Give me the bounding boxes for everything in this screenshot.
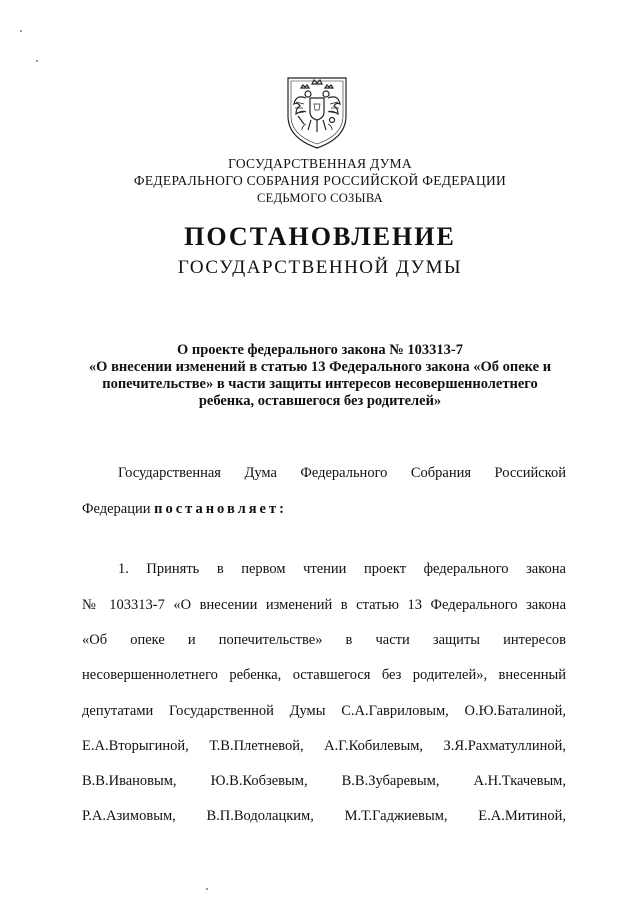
preamble-line-2	[82, 500, 566, 518]
paragraph-1-line: «Об опеке и попечительстве» в части защиты интересов	[82, 632, 566, 648]
coat-of-arms-icon	[284, 72, 350, 150]
issuer-convocation: СЕДЬМОГО СОЗЫВА	[257, 191, 383, 205]
scan-speck	[36, 60, 38, 62]
paragraph-1-line: депутатами Государственной Думы С.А.Гавриловым, О.Ю.Баталиной,	[82, 703, 566, 719]
scan-speck	[20, 30, 22, 32]
issuer-line-1: ГОСУДАРСТВЕННАЯ ДУМА	[228, 156, 412, 171]
document-title: ПОСТАНОВЛЕНИЕ	[184, 222, 456, 251]
paragraph-1-line: Е.А.Вторыгиной, Т.В.Плетневой, А.Г.Кобилевым, З.Я.Рахматуллиной,	[82, 738, 566, 754]
preamble-resolves: постановляет:	[154, 501, 287, 517]
paragraph-1-line: несовершеннолетнего ребенка, оставшегося без родителей», внесенный	[82, 667, 566, 683]
scan-speck	[206, 888, 208, 890]
paragraph-1-line: В.В.Ивановым, Ю.В.Кобзевым, В.В.Зубаревым, А.Н.Ткачевым,	[82, 773, 566, 789]
issuer-line-2: ФЕДЕРАЛЬНОГО СОБРАНИЯ РОССИЙСКОЙ ФЕДЕРАЦИИ	[133, 173, 507, 188]
preamble-line-1: Государственная Дума Федерального Собрания Российской	[118, 465, 566, 481]
subject-line-1: О проекте федерального закона № 103313-7	[176, 342, 464, 358]
paragraph-1-line: Р.А.Азимовым, В.П.Водолацким, М.Т.Гаджиевым, Е.А.Митиной,	[82, 808, 566, 824]
subject-line-3: попечительстве» в части защиты интересов несовершеннолетнего	[102, 376, 538, 392]
subject-line-2: «О внесении изменений в статью 13 Федерального закона «Об опеке и	[88, 359, 552, 375]
document-subtitle: ГОСУДАРСТВЕННОЙ ДУМЫ	[177, 257, 463, 278]
document-subject	[0, 342, 640, 410]
paragraph-1-line: № 103313-7 «О внесении изменений в статью 13 Федерального закона	[82, 597, 566, 613]
preamble-prefix: Федерации	[82, 501, 155, 517]
subject-line-4: ребенка, оставшегося без родителей»	[198, 393, 442, 409]
paragraph-1-line: 1. Принять в первом чтении проект федерального закона	[118, 561, 566, 577]
